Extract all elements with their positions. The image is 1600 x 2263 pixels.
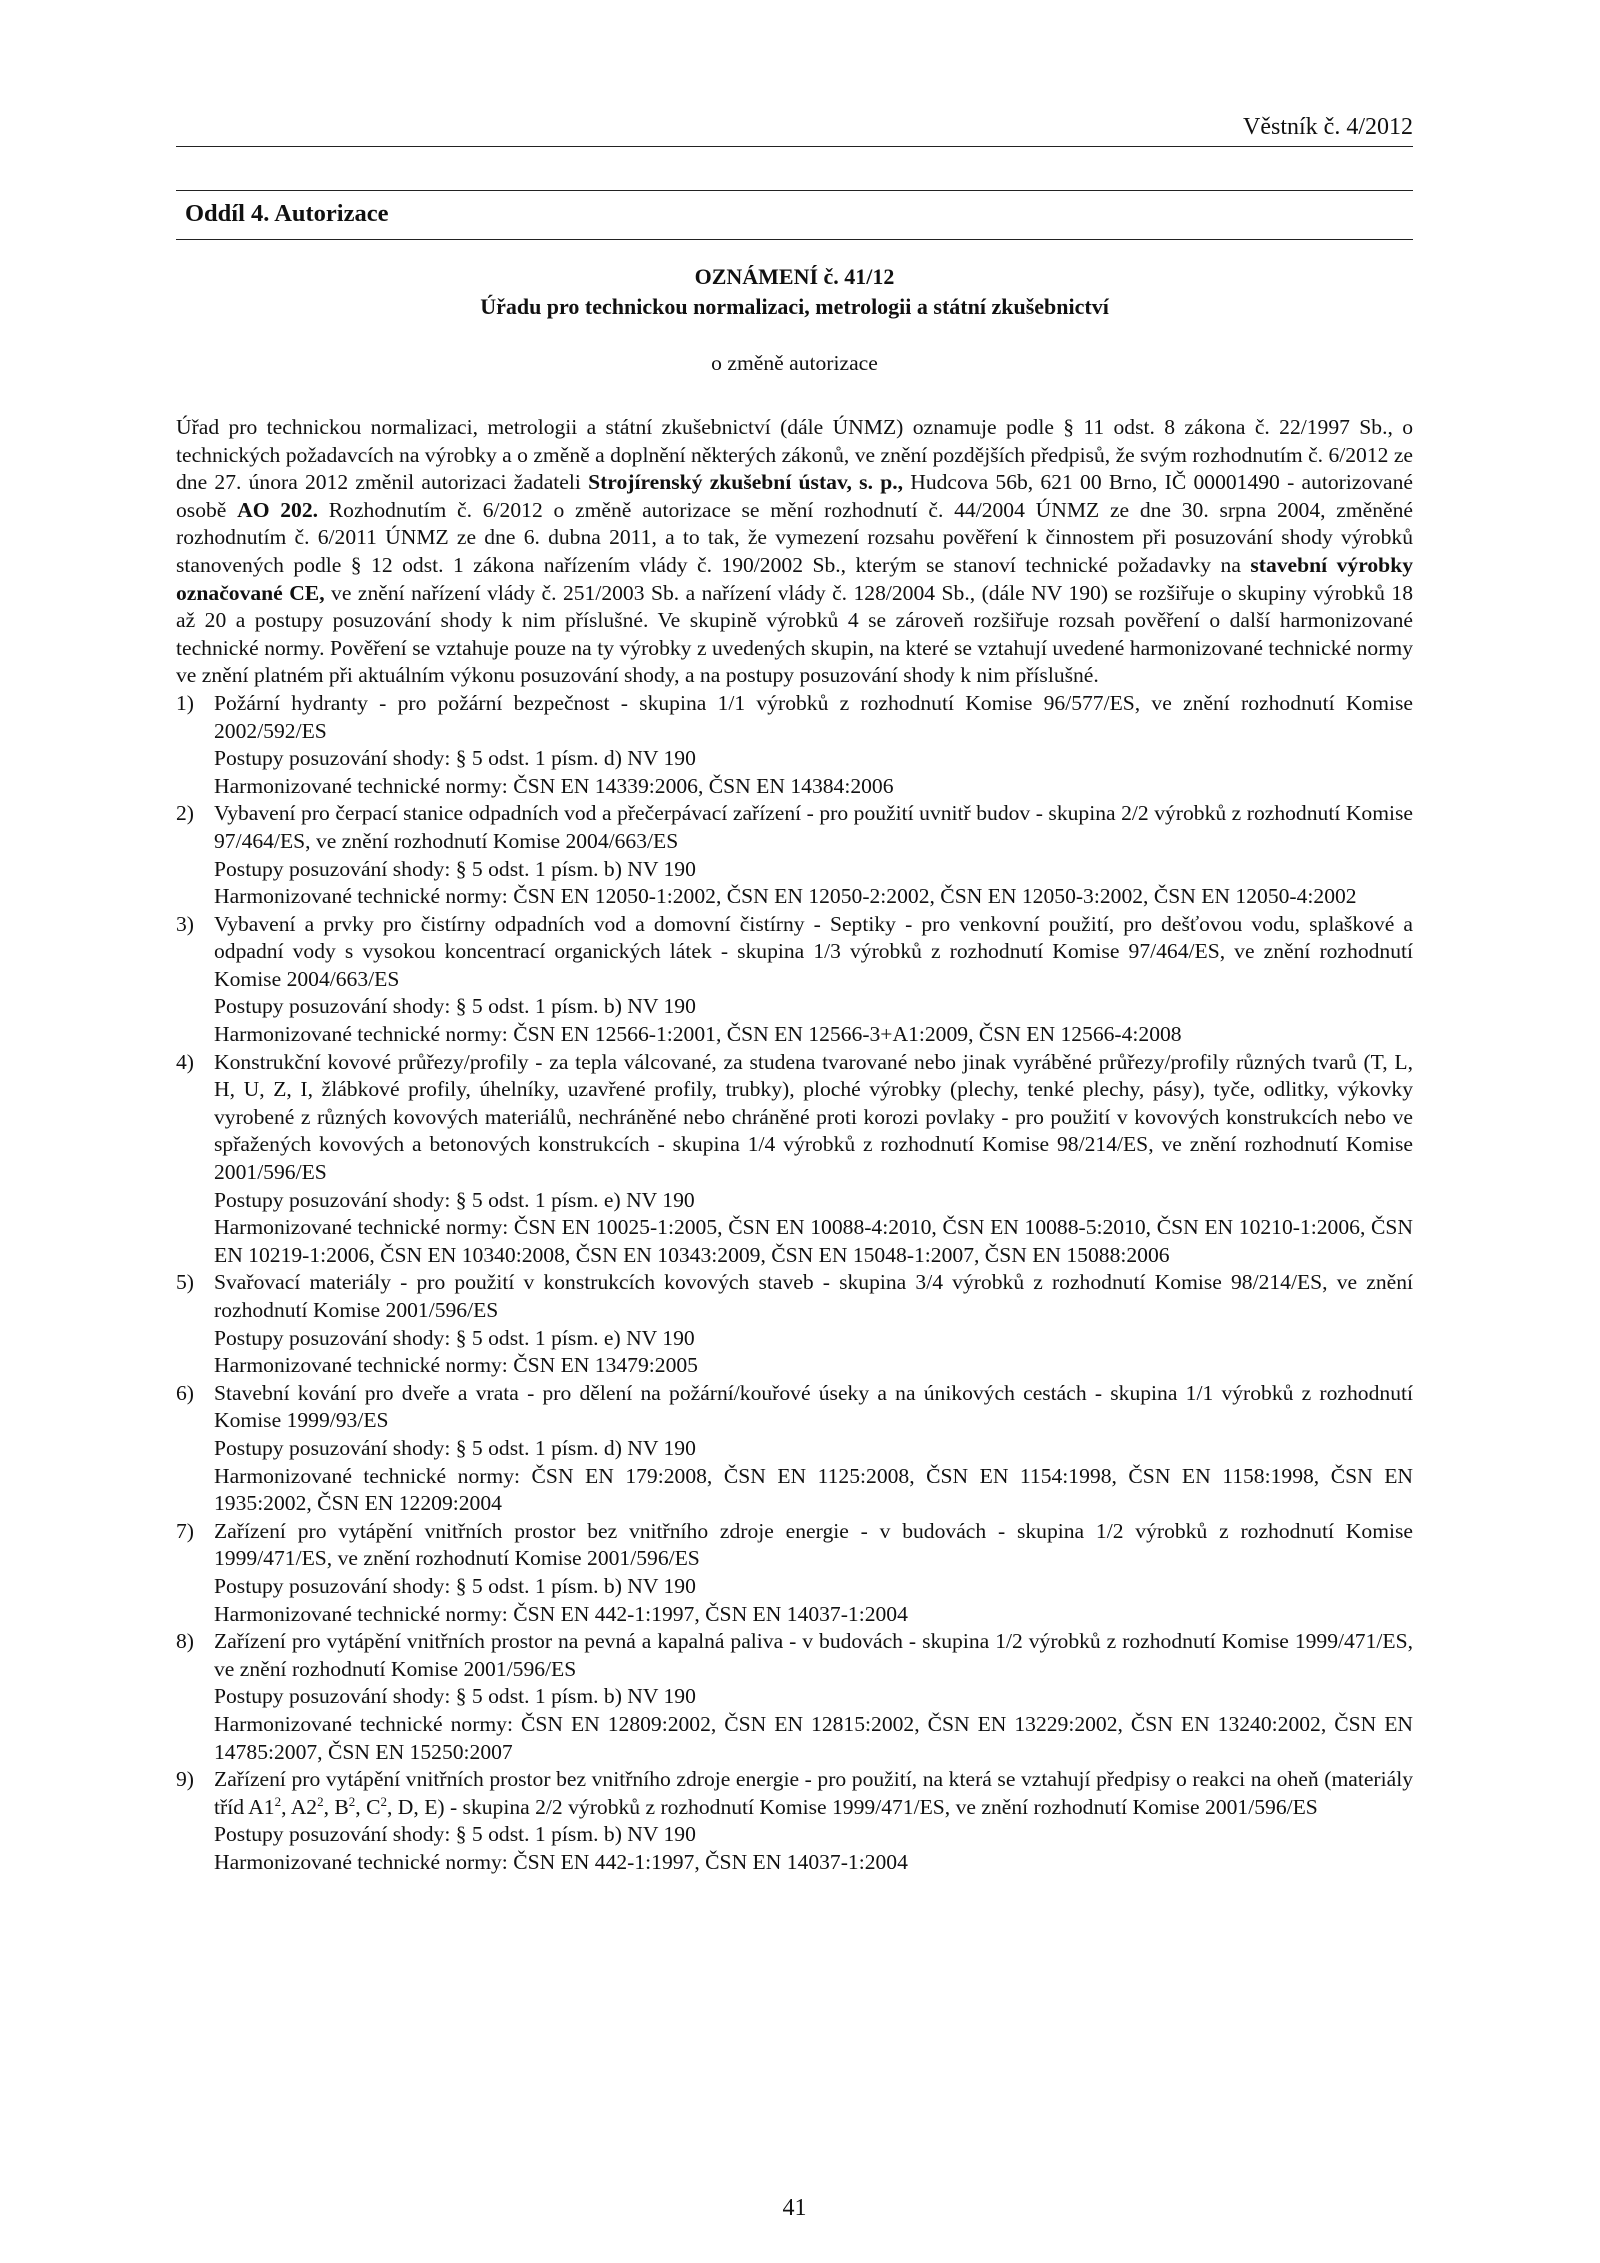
authorized-body-code: AO 202. xyxy=(237,497,319,522)
item-number: 2) xyxy=(176,801,194,826)
item-norms: Harmonizované technické normy: ČSN EN 12566-1:2001, ČSN EN 12566-3+A1:2009, ČSN EN 12566-4:2008 xyxy=(214,1022,1182,1047)
item-norms: Harmonizované technické normy: ČSN EN 12050-1:2002, ČSN EN 12050-2:2002, ČSN EN 12050-3:2002, ČSN EN 12050-4:2002 xyxy=(214,884,1357,909)
item-number: 8) xyxy=(176,1629,194,1654)
item-description: Zařízení pro vytápění vnitřních prostor na pevná a kapalná paliva - v budovách - skupina 1/2 výrobků z rozhodnutí Komise 1999/471/ES, ve znění rozhodnutí Komise 2001/596/ES xyxy=(214,1629,1413,1681)
item-number: 4) xyxy=(176,1049,194,1074)
intro-text-3: Rozhodnutím č. 6/2012 o změně autorizace se mění rozhodnutí č. 44/2004 ÚNMZ ze dne 30. srpna 2004, změněné rozhodnutím č. 6/2011 ÚNMZ ze dne 6. dubna 2011, a to tak, že vymezení rozsahu pověření k činnostem při posuzování shody výrobků stanovených podle § 12 odst. 1 zákona nařízením vlády č. 190/2002 Sb., kterým se stanoví technické požadavky na xyxy=(176,497,1414,577)
product-group-list xyxy=(176,690,1413,1877)
item-procedures: Postupy posuzování shody: § 5 odst. 1 písm. b) NV 190 xyxy=(214,1573,696,1598)
item-procedures: Postupy posuzování shody: § 5 odst. 1 písm. d) NV 190 xyxy=(214,746,696,771)
item-procedures: Postupy posuzování shody: § 5 odst. 1 písm. b) NV 190 xyxy=(214,1684,696,1709)
item-norms: Harmonizované technické normy: ČSN EN 442-1:1997, ČSN EN 14037-1:2004 xyxy=(214,1849,908,1874)
section-title: Oddíl 4. Autorizace xyxy=(185,200,389,227)
item-description-part: , D, E) - skupina 2/2 výrobků z rozhodnutí Komise 1999/471/ES, ve znění rozhodnutí Komise 2001/596/ES xyxy=(387,1794,1318,1819)
item-number: 9) xyxy=(176,1767,194,1792)
item-norms: Harmonizované technické normy: ČSN EN 14339:2006, ČSN EN 14384:2006 xyxy=(214,773,894,798)
list-item xyxy=(176,1518,1413,1628)
list-item xyxy=(176,1049,1413,1270)
item-number: 3) xyxy=(176,911,194,936)
announcement-number: OZNÁMENÍ č. 41/12 xyxy=(694,264,895,289)
applicant-name: Strojírenský zkušební ústav, s. p., xyxy=(588,470,904,495)
item-procedures: Postupy posuzování shody: § 5 odst. 1 písm. e) NV 190 xyxy=(214,1325,695,1350)
item-description-part: , B xyxy=(323,1794,349,1819)
item-norms: Harmonizované technické normy: ČSN EN 10025-1:2005, ČSN EN 10088-4:2010, ČSN EN 10088-5:2010, ČSN EN 10210-1:2006, ČSN EN 10219-1:2006, ČSN EN 10340:2008, ČSN EN 10343:2009, ČSN EN 15048-1:2007, ČSN EN 15088:2006 xyxy=(214,1215,1413,1267)
document-body xyxy=(176,414,1413,1876)
intro-paragraph xyxy=(176,414,1413,690)
announcement-issuer: Úřadu pro technickou normalizaci, metrologii a státní zkušebnictví xyxy=(480,294,1109,319)
list-item xyxy=(176,690,1413,800)
list-item xyxy=(176,1380,1413,1518)
announcement-subject: o změně autorizace xyxy=(711,351,878,375)
list-item xyxy=(176,1269,1413,1379)
item-number: 7) xyxy=(176,1518,194,1543)
list-item xyxy=(176,1766,1413,1876)
item-description: Vybavení pro čerpací stanice odpadních vod a přečerpávací zařízení - pro použití uvnitř budov - skupina 2/2 výrobků z rozhodnutí Komise 97/464/ES, ve znění rozhodnutí Komise 2004/663/ES xyxy=(214,801,1413,853)
item-procedures: Postupy posuzování shody: § 5 odst. 1 písm. b) NV 190 xyxy=(214,856,696,881)
item-description-part: Zařízení pro vytápění vnitřních prostor bez vnitřního zdroje energie - pro použití, na která se vztahují předpisy o reakci na oheň (materiály tříd A1 xyxy=(214,1767,1413,1819)
item-description: Svařovací materiály - pro použití v konstrukcích kovových staveb - skupina 3/4 výrobků z rozhodnutí Komise 98/214/ES, ve znění rozhodnutí Komise 2001/596/ES xyxy=(214,1270,1413,1322)
item-description-part: , C xyxy=(355,1794,381,1819)
item-procedures: Postupy posuzování shody: § 5 odst. 1 písm. d) NV 190 xyxy=(214,1435,696,1460)
item-number: 6) xyxy=(176,1380,194,1405)
intro-text-2: Hudcova 56b, 621 00 Brno, IČ 00001490 - autorizované osobě xyxy=(176,470,1414,522)
list-item xyxy=(176,1628,1413,1766)
announcement-heading xyxy=(176,262,1413,321)
list-item xyxy=(176,911,1413,1049)
superscript: 2 xyxy=(274,1793,282,1809)
page-number: 41 xyxy=(782,2195,807,2221)
item-description: Konstrukční kovové průřezy/profily - za tepla válcované, za studena tvarované nebo jinak vyráběné průřezy/profily různých tvarů (T, L, H, U, Z, I, žlábkové profily, úhelníky, uzavřené profily, trubky), ploché výrobky (plechy, tenké plechy, pásy), tyče, odlitky, výkovky vyrobené z různých kovových materiálů, nechráněné nebo chráněné proti korozi povlaky - pro použití v kovových konstrukcích nebo ve spřažených kovových a betonových konstrukcích - skupina 1/4 výrobků z rozhodnutí Komise 98/214/ES, ve znění rozhodnutí Komise 2001/596/ES xyxy=(214,1049,1413,1185)
item-description: Požární hydranty - pro požární bezpečnost - skupina 1/1 výrobků z rozhodnutí Komise 96/577/ES, ve znění rozhodnutí Komise 2002/592/ES xyxy=(214,690,1413,743)
superscript: 2 xyxy=(348,1793,356,1809)
item-description-part: , A2 xyxy=(281,1794,318,1819)
item-number: 5) xyxy=(176,1270,194,1295)
item-norms: Harmonizované technické normy: ČSN EN 12809:2002, ČSN EN 12815:2002, ČSN EN 13229:2002, ČSN EN 13240:2002, ČSN EN 14785:2007, ČSN EN 15250:2007 xyxy=(214,1711,1413,1764)
item-description: Stavební kování pro dveře a vrata - pro dělení na požární/kouřové úseky a na únikových cestách - skupina 1/1 výrobků z rozhodnutí Komise 1999/93/ES xyxy=(214,1380,1413,1433)
superscript: 2 xyxy=(317,1793,324,1809)
item-procedures: Postupy posuzování shody: § 5 odst. 1 písm. b) NV 190 xyxy=(214,994,696,1019)
item-description: Zařízení pro vytápění vnitřních prostor bez vnitřního zdroje energie - v budovách - skupina 1/2 výrobků z rozhodnutí Komise 1999/471/ES, ve znění rozhodnutí Komise 2001/596/ES xyxy=(214,1518,1413,1571)
journal-header: Věstník č. 4/2012 xyxy=(1243,114,1413,140)
list-item xyxy=(176,800,1413,910)
item-number: 1) xyxy=(176,690,194,715)
document-page xyxy=(176,0,1413,2263)
superscript: 2 xyxy=(380,1793,387,1809)
item-description xyxy=(214,1766,1413,1821)
section-rule-top xyxy=(176,190,1413,191)
item-description: Vybavení a prvky pro čistírny odpadních vod a domovní čistírny - Septiky - pro venkovní použití, pro dešťovou vodu, splaškové a odpadní vody s vysokou koncentrací organických látek - skupina 1/3 výrobků z rozhodnutí Komise 97/464/ES, ve znění rozhodnutí Komise 2004/663/ES xyxy=(214,911,1413,991)
item-norms: Harmonizované technické normy: ČSN EN 13479:2005 xyxy=(214,1353,698,1378)
intro-text-1: Úřad pro technickou normalizaci, metrologii a státní zkušebnictví (dále ÚNMZ) oznamuje podle § 11 odst. 8 zákona č. 22/1997 Sb., o technických požadavcích na výrobky a o změně a doplnění některých zákonů, ve znění pozdějších předpisů, že svým rozhodnutím č. 6/2012 ze dne 27. února 2012 změnil autorizaci žadateli xyxy=(176,415,1414,495)
item-norms: Harmonizované technické normy: ČSN EN 442-1:1997, ČSN EN 14037-1:2004 xyxy=(214,1601,908,1626)
item-procedures: Postupy posuzování shody: § 5 odst. 1 písm. e) NV 190 xyxy=(214,1187,695,1212)
intro-text-4: ve znění nařízení vlády č. 251/2003 Sb. a nařízení vlády č. 128/2004 Sb., (dále NV 190) se rozšiřuje o skupiny výrobků 18 až 20 a postupy posuzování shody k nim příslušné. Ve skupině výrobků 4 se zároveň rozšiřuje rozsah pověření o další harmonizované technické normy. Pověření se vztahuje pouze na ty výrobky z uvedených skupin, na které se vztahují uvedené harmonizované technické normy ve znění platném při aktuálním výkonu posuzování shody, a na postupy posuzování shody k nim příslušné. xyxy=(176,580,1413,688)
header-rule xyxy=(176,146,1413,147)
item-procedures: Postupy posuzování shody: § 5 odst. 1 písm. b) NV 190 xyxy=(214,1822,696,1847)
item-norms: Harmonizované technické normy: ČSN EN 179:2008, ČSN EN 1125:2008, ČSN EN 1154:1998, ČSN EN 1158:1998, ČSN EN 1935:2002, ČSN EN 12209:2004 xyxy=(214,1463,1413,1516)
ce-products: stavební výrobky označované CE, xyxy=(176,552,1413,605)
section-rule-bottom xyxy=(176,239,1413,240)
